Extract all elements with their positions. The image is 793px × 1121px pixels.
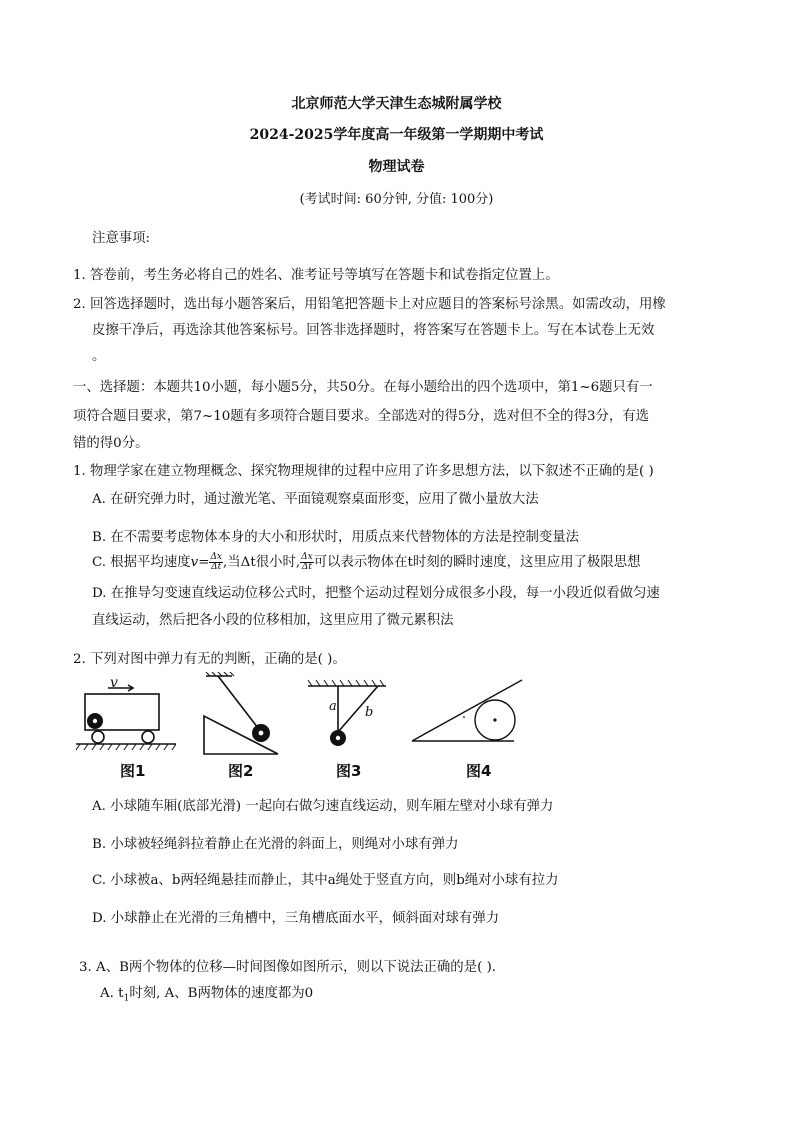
q1-stem: 1. 物理学家在建立物理概念、探究物理规律的过程中应用了许多思想方法，以下叙述不正确的是( )	[73, 464, 654, 479]
fraction-numerator: Δx	[210, 552, 223, 562]
q1-option-c-prefix: C. 根据平均速度	[92, 555, 191, 570]
exam-title: 2024-2025学年度高一年级第一学期期中考试	[249, 127, 544, 143]
subject-title: 物理试卷	[368, 159, 425, 175]
q2-option-d: D. 小球静止在光滑的三角槽中，三角槽底面水平，倾斜面对球有弹力	[92, 911, 500, 926]
notice-item-2-line-3: 。	[92, 349, 106, 364]
cart-wheel-left	[92, 731, 104, 743]
q2-stem: 2. 下列对图中弹力有无的判断，正确的是( )。	[73, 652, 346, 667]
section1-line-2: 项符合题目要求，第7~10题有多项符合题目要求。全部选对的得5分，选对但不全的得3分，有选	[73, 409, 650, 424]
figure-3-two-ropes	[306, 674, 388, 748]
q2-option-c: C. 小球被a、b两轻绳悬挂而静止，其中a绳处于竖直方向，则b绳对小球有拉力	[92, 873, 559, 888]
q1-option-d-line-1: D. 在推导匀变速直线运动位移公式时，把整个运动过程划分成很多小段，每一小段近似看做匀速	[92, 586, 660, 601]
section1-line-3: 错的得0分。	[73, 436, 149, 451]
exam-info: (考试时间: 60分钟, 分值: 100分)	[299, 192, 494, 207]
notice-item-2-line-1: 2. 回答选择题时，选出每小题答案后，用铅笔把答题卡上对应题目的答案标号涂黑。如需改动，用橡	[73, 297, 666, 312]
q1-option-c-eq: =	[198, 555, 210, 570]
q1-option-a: A. 在研究弹力时，通过激光笔、平面镜观察桌面形变，应用了微小量放大法	[92, 492, 539, 507]
q1-option-c-middle: ,当Δt很小时,	[223, 555, 301, 570]
figure-3-rope-a-label: a	[329, 699, 337, 714]
figure-2-label: 图2	[228, 762, 254, 780]
fraction-denominator: Δt	[211, 562, 222, 572]
q2-option-b: B. 小球被轻绳斜拉着静止在光滑的斜面上，则绳对小球有弹力	[92, 837, 459, 852]
figure-1-label: 图1	[120, 762, 146, 780]
q3-stem: 3. A、B两个物体的位移—时间图像如图所示，则以下说法正确的是( ).	[79, 960, 497, 975]
q3-option-a-suffix: 时刻, A、B两物体的速度都为0	[129, 986, 314, 1001]
cart-wheel-right	[142, 731, 154, 743]
q1-option-d-line-2: 直线运动，然后把各小段的位移相加，这里应用了微元累积法	[92, 613, 454, 628]
fraction-denominator: Δt	[301, 562, 312, 572]
notice-item-1: 1. 答卷前，考生务必将自己的姓名、准考证号等填写在答题卡和试卷指定位置上。	[73, 268, 559, 283]
q3-option-a	[100, 985, 313, 1008]
figure-1-velocity-label: v	[110, 675, 118, 691]
q1-option-c	[92, 553, 641, 572]
q1-option-c-fraction-1	[209, 553, 223, 572]
figure-3-rope-b-label: b	[365, 705, 374, 720]
notice-item-2-line-2: 皮擦干净后，再选涂其他答案标号。回答非选择题时，将答案写在答题卡上。写在本试卷上无效	[92, 323, 655, 338]
figure-4-label: 图4	[466, 762, 492, 780]
figure-1-cart	[76, 676, 176, 752]
figure-2-incline	[198, 672, 282, 756]
fraction-numerator: Δx	[301, 552, 313, 562]
q1-option-b: B. 在不需要考虑物体本身的大小和形状时，用质点来代替物体的方法是控制变量法	[92, 530, 580, 545]
ground-hatch	[76, 744, 176, 750]
figure-3-label: 图3	[336, 762, 362, 780]
q2-option-a: A. 小球随车厢(底部光滑) 一起向右做匀速直线运动，则车厢左壁对小球有弹力	[92, 799, 554, 814]
school-name: 北京师范大学天津生态城附属学校	[291, 96, 502, 112]
q3-option-a-prefix: A. t	[100, 986, 124, 1001]
q3-option-a-subscript: 1	[123, 993, 130, 1004]
q1-option-c-v: v	[190, 555, 199, 570]
q1-option-c-fraction-2	[300, 553, 314, 572]
figure-4-triangle-groove	[410, 678, 526, 744]
section1-line-1: 一、选择题：本题共10小题，每小题5分，共50分。在每小题给出的四个选项中，第1~6题只有一	[73, 380, 653, 395]
notice-heading: 注意事项:	[92, 231, 151, 246]
q1-option-c-suffix: 可以表示物体在t时刻的瞬时速度，这里应用了极限思想	[313, 555, 641, 570]
